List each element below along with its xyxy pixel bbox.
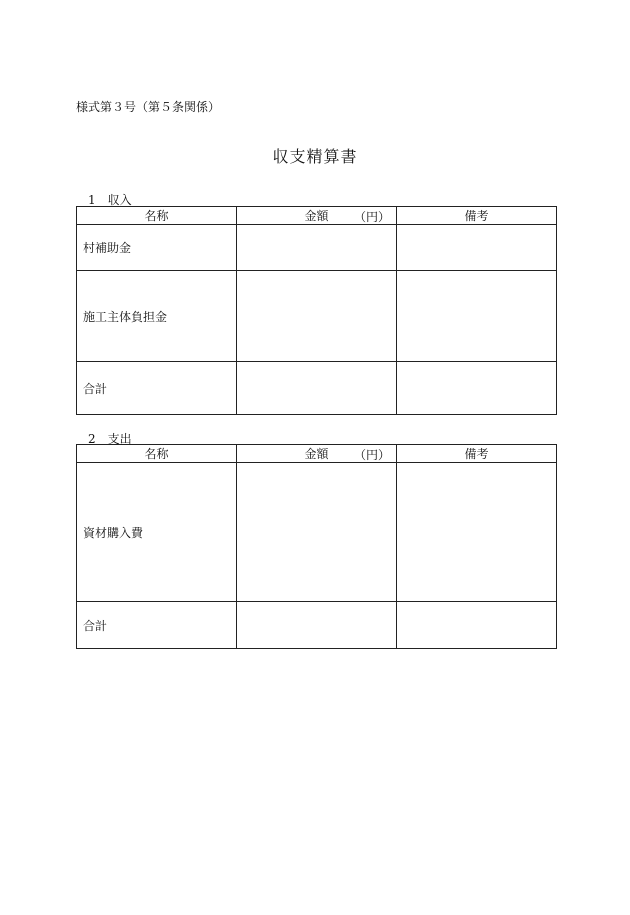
table-row xyxy=(77,463,557,602)
income-row-remarks[interactable] xyxy=(397,225,557,271)
income-header-remarks: 備考 xyxy=(397,207,557,225)
expense-section-title: 支出 xyxy=(107,432,132,446)
income-total-remarks[interactable] xyxy=(397,362,557,415)
income-total-amount[interactable] xyxy=(237,362,397,415)
income-header-amount-unit: （円） xyxy=(353,210,390,224)
expense-header-remarks: 備考 xyxy=(397,445,557,463)
table-row xyxy=(77,362,557,415)
expense-header-name: 名称 xyxy=(77,445,237,463)
income-total-name: 合計 xyxy=(77,362,237,415)
expense-table xyxy=(76,444,557,649)
expense-total-name: 合計 xyxy=(77,602,237,649)
table-row xyxy=(77,225,557,271)
income-row-remarks[interactable] xyxy=(397,271,557,362)
page-title: 収支精算書 xyxy=(272,147,358,166)
income-row-amount[interactable] xyxy=(237,225,397,271)
income-header-amount-label: 金額 xyxy=(304,209,329,223)
expense-row-name: 資材購入費 xyxy=(77,463,237,602)
income-table xyxy=(76,206,557,415)
income-header-amount xyxy=(237,207,397,225)
expense-header-amount xyxy=(237,445,397,463)
income-row-name: 施工主体負担金 xyxy=(77,271,237,362)
income-section-title: 収入 xyxy=(107,193,132,207)
form-number: 様式第３号（第５条関係） xyxy=(76,100,221,114)
expense-header-row xyxy=(77,445,557,463)
expense-row-remarks[interactable] xyxy=(397,463,557,602)
expense-row-amount[interactable] xyxy=(237,463,397,602)
table-row xyxy=(77,602,557,649)
income-header-name: 名称 xyxy=(77,207,237,225)
income-row-name: 村補助金 xyxy=(77,225,237,271)
income-row-amount[interactable] xyxy=(237,271,397,362)
table-row xyxy=(77,271,557,362)
income-section-number: 1 xyxy=(88,193,96,207)
expense-total-remarks[interactable] xyxy=(397,602,557,649)
expense-header-amount-label: 金額 xyxy=(304,447,329,461)
income-header-row xyxy=(77,207,557,225)
expense-header-amount-unit: （円） xyxy=(353,448,390,462)
expense-section-number: 2 xyxy=(88,432,96,446)
expense-total-amount[interactable] xyxy=(237,602,397,649)
